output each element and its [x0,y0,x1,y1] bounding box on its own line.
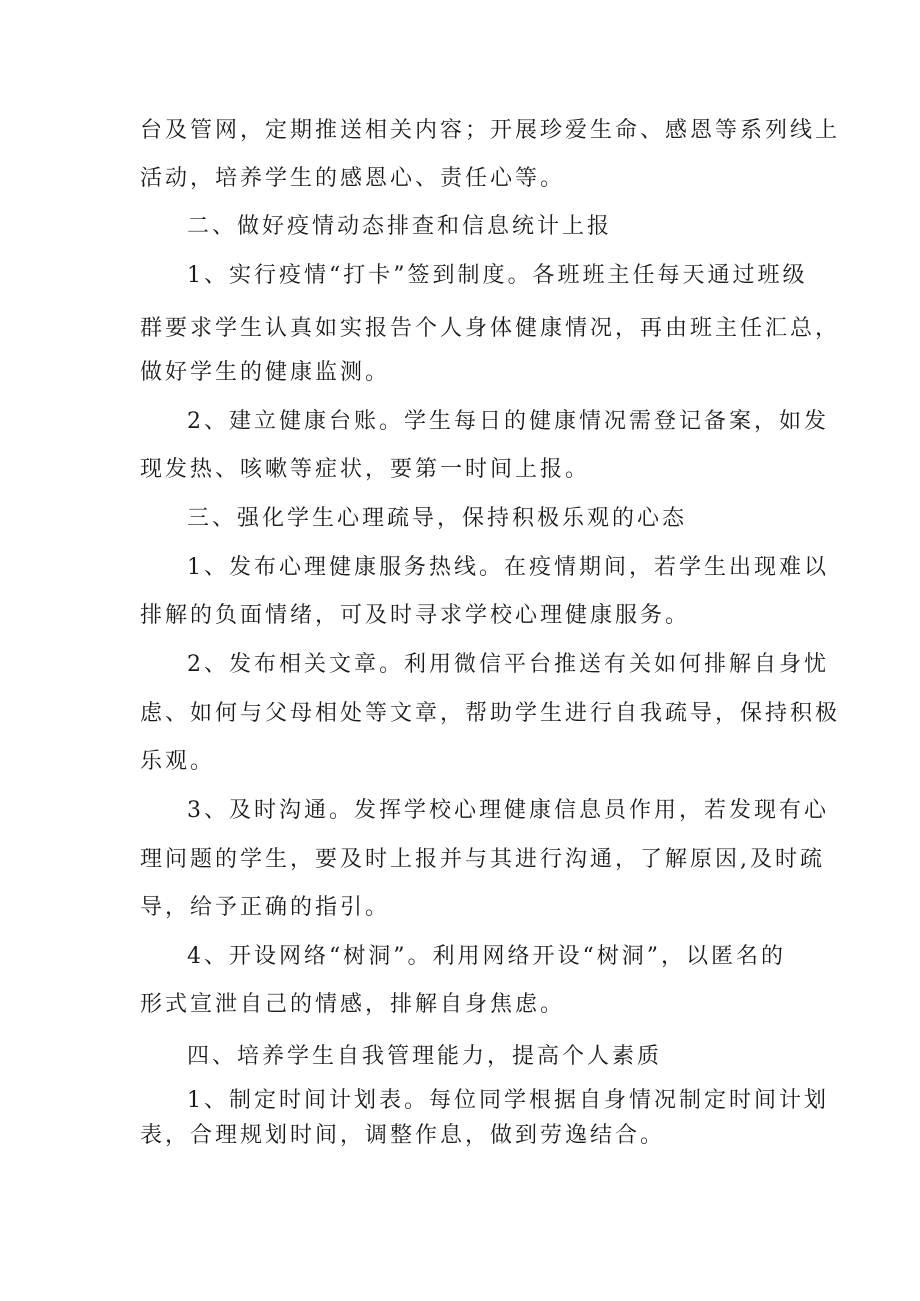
text-line: 乐观。 [140,749,216,774]
text-line: 3、及时沟通。发挥学校心理健康信息员作用，若发现有心 [187,798,829,823]
text-line: 现发热、咳嗽等症状，要第一时间上报。 [140,457,591,482]
section-heading: 二、做好疫情动态排查和信息统计上报 [187,214,613,239]
text-line: 台及管网，定期推送相关内容；开展珍爱生命、感恩等系列线上 [140,118,841,143]
text-line: 2、发布相关文章。利用微信平台推送有关如何排解自身忧 [187,652,829,677]
text-line: 表，合理规划时间，调整作息，做到劳逸结合。 [140,1123,666,1148]
text-line: 排解的负面情绪，可及时寻求学校心理健康服务。 [140,603,691,628]
text-line: 活动，培养学生的感恩心、责任心等。 [140,166,566,191]
section-heading: 三、强化学生心理疏导，保持积极乐观的心态 [187,506,688,531]
text-line: 4、开设网络“树洞”。利用网络开设“树洞”，以匿名的 [187,944,786,969]
text-line: 1、制定时间计划表。每位同学根据自身情况制定时间计划 [187,1088,829,1113]
text-line: 做好学生的健康监测。 [140,360,391,385]
text-line: 1、实行疫情“打卡”签到制度。各班班主任每天通过班级 [187,263,808,288]
text-line: 虑、如何与父母相处等文章，帮助学生进行自我疏导，保持积极 [140,701,841,726]
section-heading: 四、培养学生自我管理能力，提高个人素质 [187,1044,663,1069]
text-line: 形式宣泄自己的情感，排解自身焦虑。 [140,992,566,1017]
text-line: 理问题的学生，要及时上报并与其进行沟通，了解原因,及时疏 [140,847,825,872]
text-line: 群要求学生认真如实报告个人身体健康情况，再由班主任汇总， [140,316,841,341]
text-line: 2、建立健康台账。学生每日的健康情况需登记备案，如发 [187,409,829,434]
text-line: 导，给予正确的指引。 [140,895,391,920]
text-line: 1、发布心理健康服务热线。在疫情期间，若学生出现难以 [187,555,829,580]
